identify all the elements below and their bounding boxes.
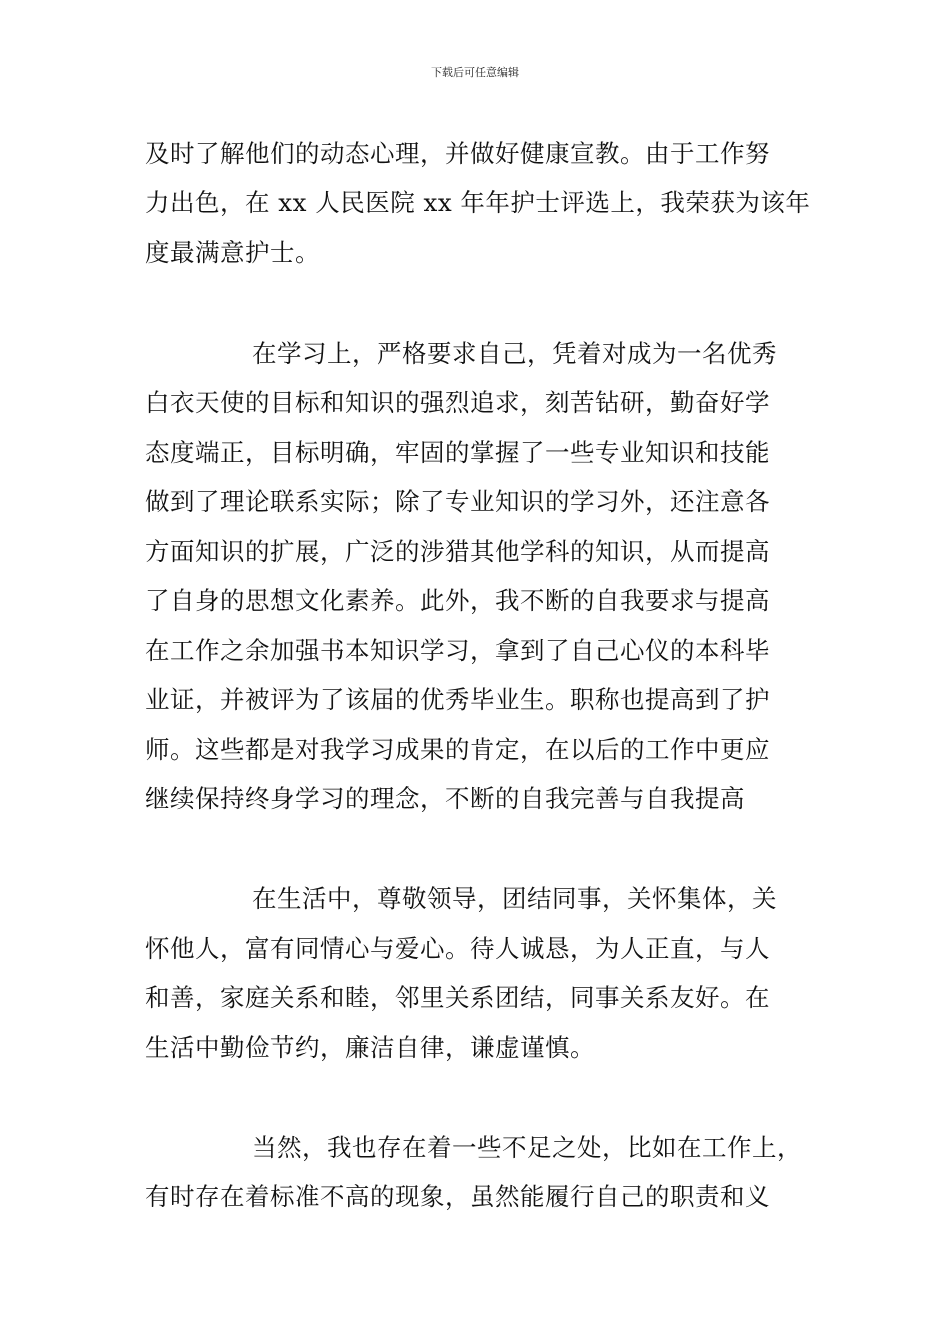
paragraph-2-line-5: 方面知识的扩展，广泛的涉猎其他学科的知识，从而提高	[145, 537, 770, 566]
paragraph-3-line-3: 和善，家庭关系和睦，邻里关系团结，同事关系友好。在	[145, 983, 770, 1012]
paragraph-1-line-1: 及时了解他们的动态心理，并做好健康宣教。由于工作努	[145, 139, 770, 168]
page-header: 下载后可任意编辑	[431, 66, 519, 79]
paragraph-1-line-2: 力出色，在 xx 人民医院 xx 年年护士评选上，我荣获为该年	[145, 188, 811, 217]
paragraph-4-line-2: 有时存在着标准不高的现象，虽然能履行自己的职责和义	[145, 1182, 770, 1211]
paragraph-2-line-7: 在工作之余加强书本知识学习，拿到了自己心仪的本科毕	[145, 636, 770, 665]
paragraph-3-line-1: 在生活中，尊敬领导，团结同事，关怀集体，关	[252, 884, 777, 913]
paragraph-1-line-3: 度最满意护士。	[145, 238, 320, 267]
paragraph-2-line-9: 师。这些都是对我学习成果的肯定，在以后的工作中更应	[145, 735, 770, 764]
paragraph-2-line-8: 业证，并被评为了该届的优秀毕业生。职称也提高到了护	[145, 685, 770, 714]
paragraph-3-line-4: 生活中勤俭节约，廉洁自律，谦虚谨慎。	[145, 1033, 595, 1062]
paragraph-2-line-3: 态度端正，目标明确，牢固的掌握了一些专业知识和技能	[145, 438, 770, 467]
paragraph-4-line-1: 当然，我也存在着一些不足之处，比如在工作上，	[252, 1133, 802, 1162]
paragraph-2-line-10: 继续保持终身学习的理念，不断的自我完善与自我提高	[145, 784, 745, 813]
paragraph-2-line-4: 做到了理论联系实际；除了专业知识的学习外，还注意各	[145, 487, 770, 516]
paragraph-2-line-1: 在学习上，严格要求自己，凭着对成为一名优秀	[252, 339, 777, 368]
paragraph-3-line-2: 怀他人，富有同情心与爱心。待人诚恳，为人正直，与人	[145, 934, 770, 963]
paragraph-2-line-6: 了自身的思想文化素养。此外，我不断的自我要求与提高	[145, 586, 770, 615]
paragraph-2-line-2: 白衣天使的目标和知识的强烈追求，刻苦钻研，勤奋好学	[145, 388, 770, 417]
